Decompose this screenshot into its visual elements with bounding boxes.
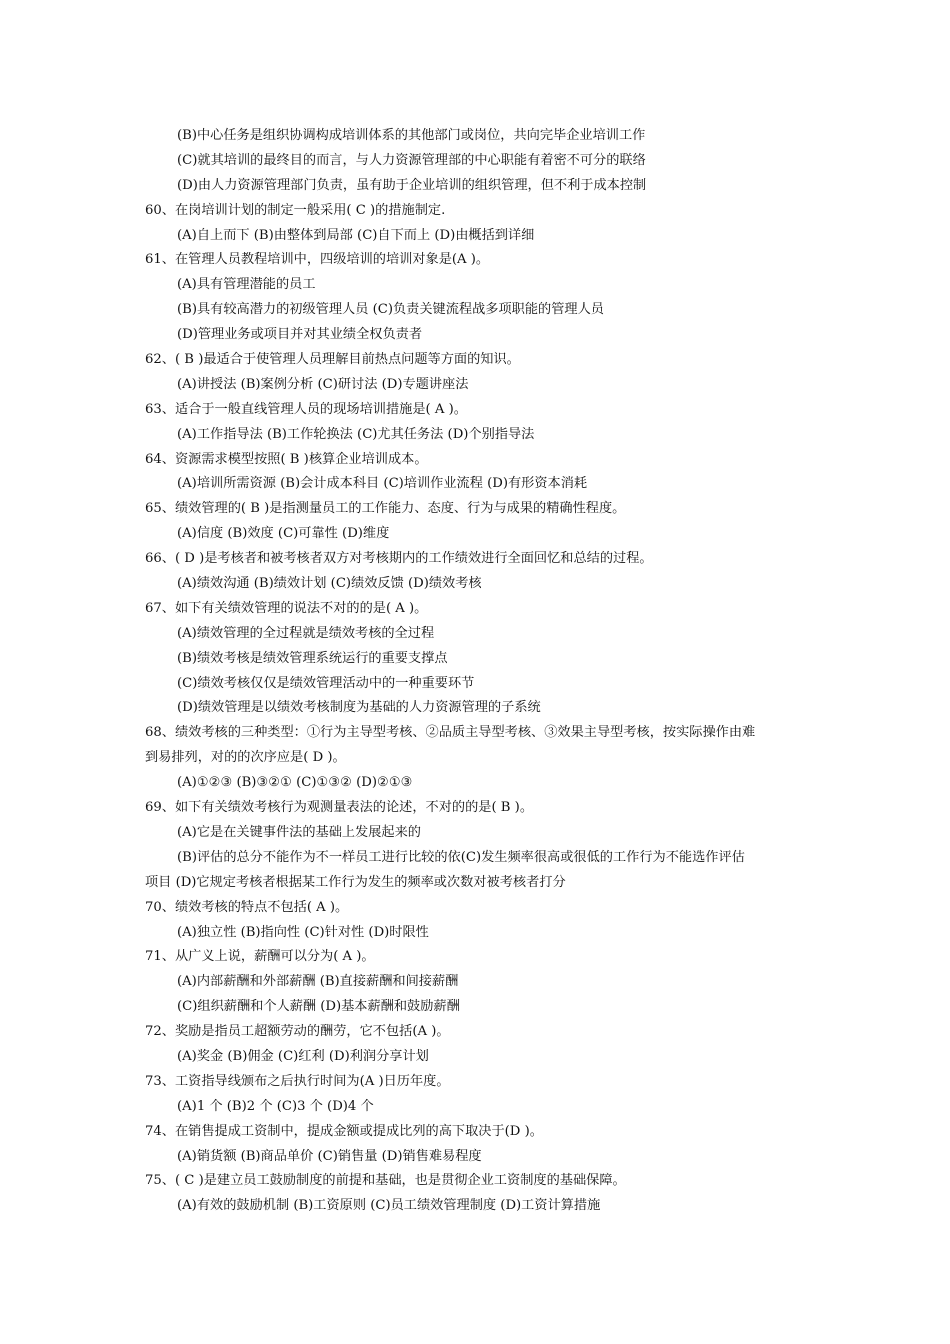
option-line: (C)绩效考核仅仅是绩效管理活动中的一种重要环节 [177,675,475,691]
question-line: 69、如下有关绩效考核行为观测量表法的论述，不对的的是( B )。 [145,800,534,816]
option-line: (A)绩效沟通 (B)绩效计划 (C)绩效反馈 (D)绩效考核 [177,576,482,592]
option-line: (D)由人力资源管理部门负责，虽有助于企业培训的组织管理，但不利于成本控制 [177,177,647,193]
option-line: (A)信度 (B)效度 (C)可靠性 (D)维度 [177,526,390,542]
option-line: (C)就其培训的最终目的而言，与人力资源管理部的中心职能有着密不可分的联络 [177,152,646,168]
option-line: (A)内部薪酬和外部薪酬 (B)直接薪酬和间接薪酬 [177,974,459,990]
question-line: 73、工资指导线颁布之后执行时间为(A )日历年度。 [145,1073,450,1089]
question-line: 70、绩效考核的特点不包括( A )。 [145,899,349,915]
option-line: (A)工作指导法 (B)工作轮换法 (C)尤其任务法 (D)个别指导法 [177,426,535,442]
question-line: 到易排列，对的的次序应是( D )。 [145,750,346,766]
question-line: 68、绩效考核的三种类型：①行为主导型考核、②品质主导型考核、③效果主导型考核，按实际操作由难 [145,725,756,741]
option-line: (A)销货额 (B)商品单价 (C)销售量 (D)销售难易程度 [177,1148,482,1164]
question-line: 项目 (D)它规定考核者根据某工作行为发生的频率或次数对被考核者打分 [145,874,566,890]
option-line: (B)绩效考核是绩效管理系统运行的重要支撑点 [177,650,448,666]
option-line: (A)①②③ (B)③②① (C)①③② (D)②①③ [177,775,413,791]
option-line: (B)评估的总分不能作为不一样员工进行比较的依(C)发生频率很高或很低的工作行为不能选作评估 [177,849,745,865]
question-line: 71、从广义上说，薪酬可以分为( A )。 [145,949,375,965]
question-line: 62、( B )最适合于使管理人员理解目前热点问题等方面的知识。 [145,352,520,368]
option-line: (A)培训所需资源 (B)会计成本科目 (C)培训作业流程 (D)有形资本消耗 [177,476,588,492]
option-line: (A)它是在关键事件法的基础上发展起来的 [177,824,421,840]
option-line: (B)具有较高潜力的初级管理人员 (C)负责关键流程战多项职能的管理人员 [177,302,604,318]
option-line: (B)中心任务是组织协调构成培训体系的其他部门或岗位，共向完毕企业培训工作 [177,128,646,143]
question-line: 66、( D )是考核者和被考核者双方对考核期内的工作绩效进行全面回忆和总结的过程。 [145,551,653,567]
question-line: 67、如下有关绩效管理的说法不对的的是( A )。 [145,600,428,616]
option-line: (A)具有管理潜能的员工 [177,277,316,293]
question-line: 60、在岗培训计划的制定一般采用( C )的措施制定. [145,202,446,218]
option-line: (C)组织薪酬和个人薪酬 (D)基本薪酬和鼓励薪酬 [177,999,460,1015]
question-line: 72、奖励是指员工超额劳动的酬劳，它不包括(A )。 [145,1024,450,1040]
option-line: (A)有效的鼓励机制 (B)工资原则 (C)员工绩效管理制度 (D)工资计算措施 [177,1198,601,1214]
option-line: (D)绩效管理是以绩效考核制度为基础的人力资源管理的子系统 [177,700,541,716]
option-line: (A)讲授法 (B)案例分析 (C)研讨法 (D)专题讲座法 [177,376,469,392]
option-line: (D)管理业务或项目并对其业绩全权负责者 [177,327,423,343]
option-line: (A)自上而下 (B)由整体到局部 (C)自下而上 (D)由概括到详细 [177,227,535,243]
option-line: (A)1 个 (B)2 个 (C)3 个 (D)4 个 [177,1098,374,1114]
question-line: 63、适合于一般直线管理人员的现场培训措施是( A )。 [145,401,467,417]
question-line: 64、资源需求模型按照( B )核算企业培训成本。 [145,451,428,467]
document-body [145,124,825,1219]
option-line: (A)独立性 (B)指向性 (C)针对性 (D)时限性 [177,924,429,940]
option-line: (A)绩效管理的全过程就是绩效考核的全过程 [177,625,435,641]
question-line: 61、在管理人员教程培训中，四级培训的培训对象是(A )。 [145,252,490,268]
question-line: 74、在销售提成工资制中，提成金额或提成比列的高下取决于(D )。 [145,1123,543,1139]
question-line: 65、绩效管理的( B )是指测量员工的工作能力、态度、行为与成果的精确性程度。 [145,501,626,517]
question-line: 75、( C )是建立员工鼓励制度的前提和基础，也是贯彻企业工资制度的基础保障。 [145,1173,626,1189]
option-line: (A)奖金 (B)佣金 (C)红利 (D)利润分享计划 [177,1048,429,1064]
